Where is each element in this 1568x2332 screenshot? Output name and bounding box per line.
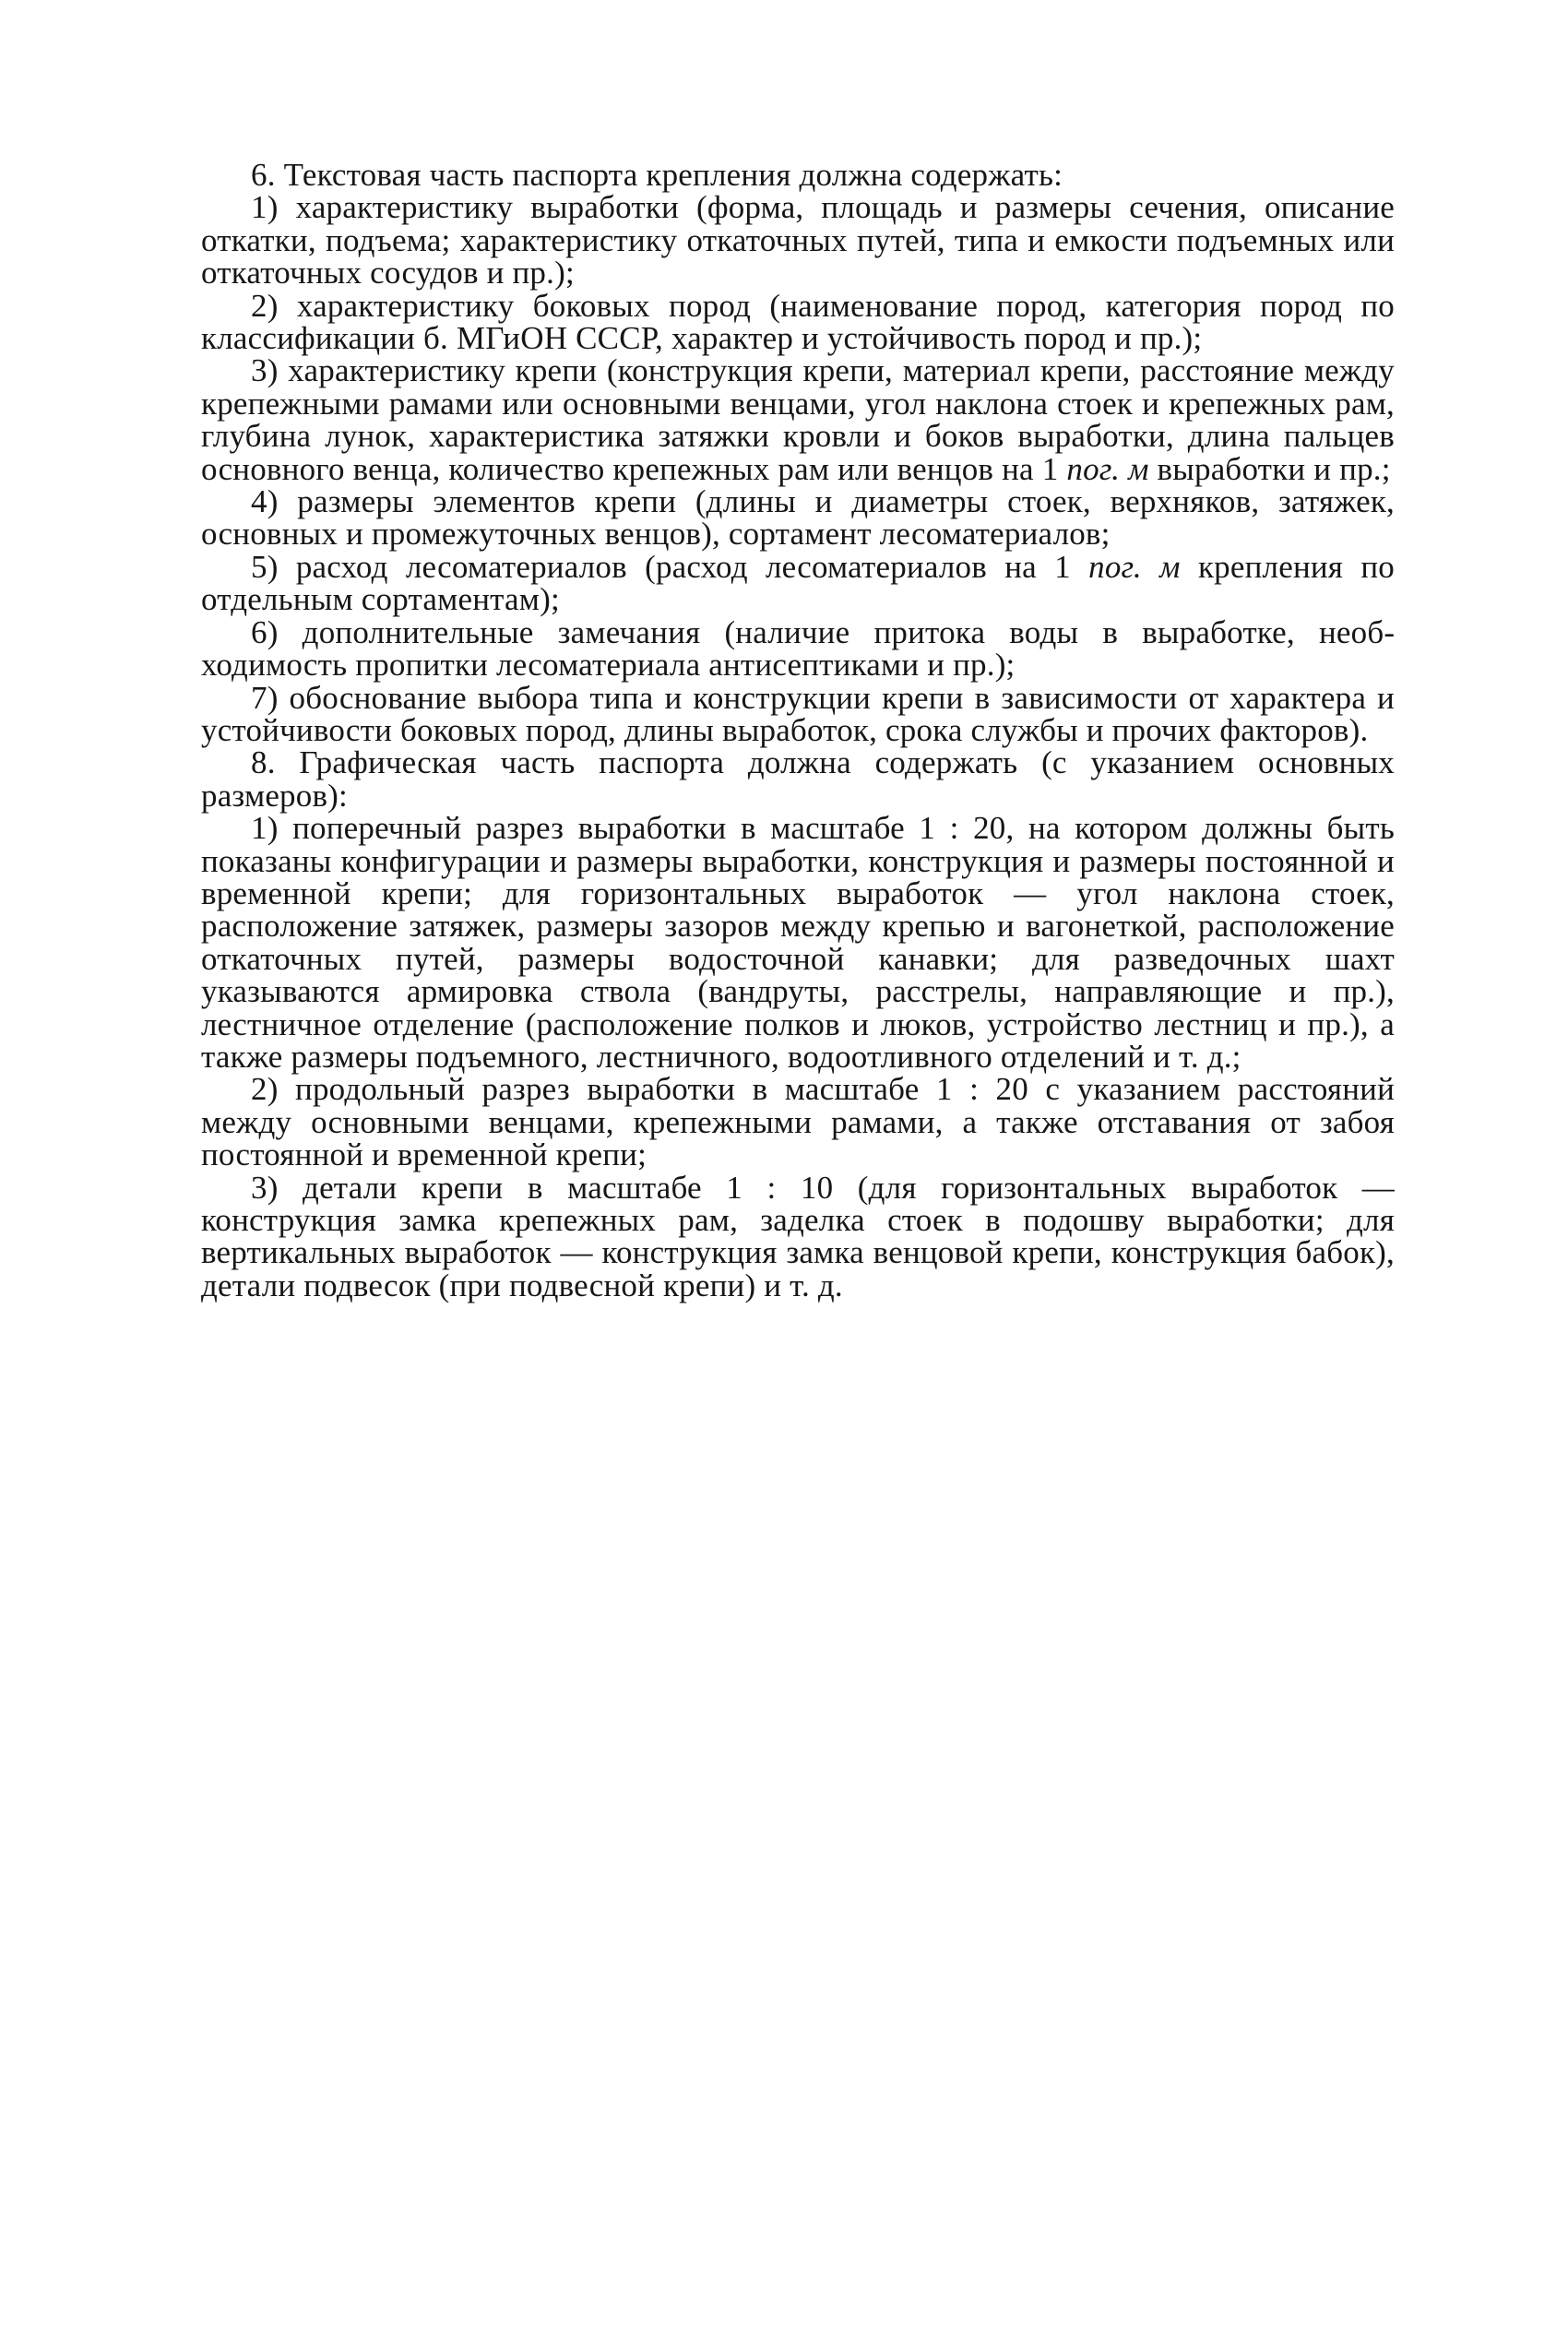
paragraph-item-8-1: 1) поперечный разрез выработки в масштабе 1 : 20, на котором должны быть показаны конфигурации и размеры выработки, конструкция и размеры постоянной и временной крепи; для горизонтальных выработок — угол наклона стоек, расположение затяжек, размеры зазоров между крепью и вагонеткой, расположение откаточных путей, размеры водосточной канавки; для разведочных шахт указываются армировка ствола (вандруты, расстрелы, направляющие и пр.), лестничное отделение (расположение полков и люков, устройство лестниц и пр.), а также размеры подъемного, лестничного, водоотливного отделений и т. д.; (201, 810, 1395, 1075)
paragraph-text: 5) расход лесоматериалов (расход лесоматериалов на 1 (251, 548, 1089, 585)
unit-italic: пог. м (1088, 548, 1181, 585)
paragraph-text: 3) характеристику крепи (конструкция крепи, материал крепи, расстояние между крепежными рамами или основными венцами, угол наклона стоек и крепежных рам, глубина лунок, характеристика затяжки кровли и боков выработки, длина пальцев основного венца, количество крепежных рам или венцов на 1 (201, 352, 1395, 487)
document-text (201, 159, 1395, 1302)
paragraph-text: выработки и пр.; (1148, 450, 1391, 487)
paragraph-section-6: 6. Текстовая часть паспорта крепления должна содержать: (251, 157, 1063, 193)
paragraph-text: крепления по отдельным сортаментам); (201, 548, 1395, 618)
unit-italic: пог. м (1066, 450, 1149, 487)
paragraph-item-6-6: 6) дополнительные замечания (наличие притока воды в выработке, необходимость пропитки лесоматериала антисептиками и пр.); (201, 613, 1395, 684)
paragraph-item-6-2: 2) характеристику боковых пород (наименование пород, категория пород по классификации б. МГиОН СССР, характер и устойчивость пород и пр.); (201, 287, 1395, 357)
paragraph-section-8: 8. Графическая часть паспорта должна содержать (с указанием основных размеров): (201, 744, 1395, 814)
paragraph-item-6-5 (201, 548, 1395, 618)
paragraph-item-8-3: 3) детали крепи в масштабе 1 : 10 (для горизонтальных выработок — конструкция замка крепежных рам, заделка стоек в подошву выработки; для вертикальных выработок — конструкция замка венцовой крепи, конструкция бабок), детали подвесок (при подвесной крепи) и т. д. (201, 1169, 1395, 1303)
paragraph-item-6-1: 1) характеристику выработки (форма, площадь и размеры сечения, описание откатки, подъема; характеристику откаточных путей, типа и емкости подъемных или откаточных сосудов и пр.); (201, 189, 1395, 292)
paragraph-item-6-3 (201, 354, 1395, 485)
paragraph-item-6-4: 4) размеры элементов крепи (длины и диаметры стоек, верхняков, затяжек, основных и промежуточных венцов), сортамент лесоматериалов; (201, 483, 1395, 553)
paragraph-item-8-2: 2) продольный разрез выработки в масштабе 1 : 20 с указанием расстояний между основными венцами, крепежными рамами, а также отставания от забоя постоянной и временной крепи; (201, 1071, 1395, 1173)
paragraph-item-6-7: 7) обоснование выбора типа и конструкции крепи в зависимости от характера и устойчивости боковых пород, длины выработок, срока службы и прочих факторов). (201, 679, 1395, 748)
